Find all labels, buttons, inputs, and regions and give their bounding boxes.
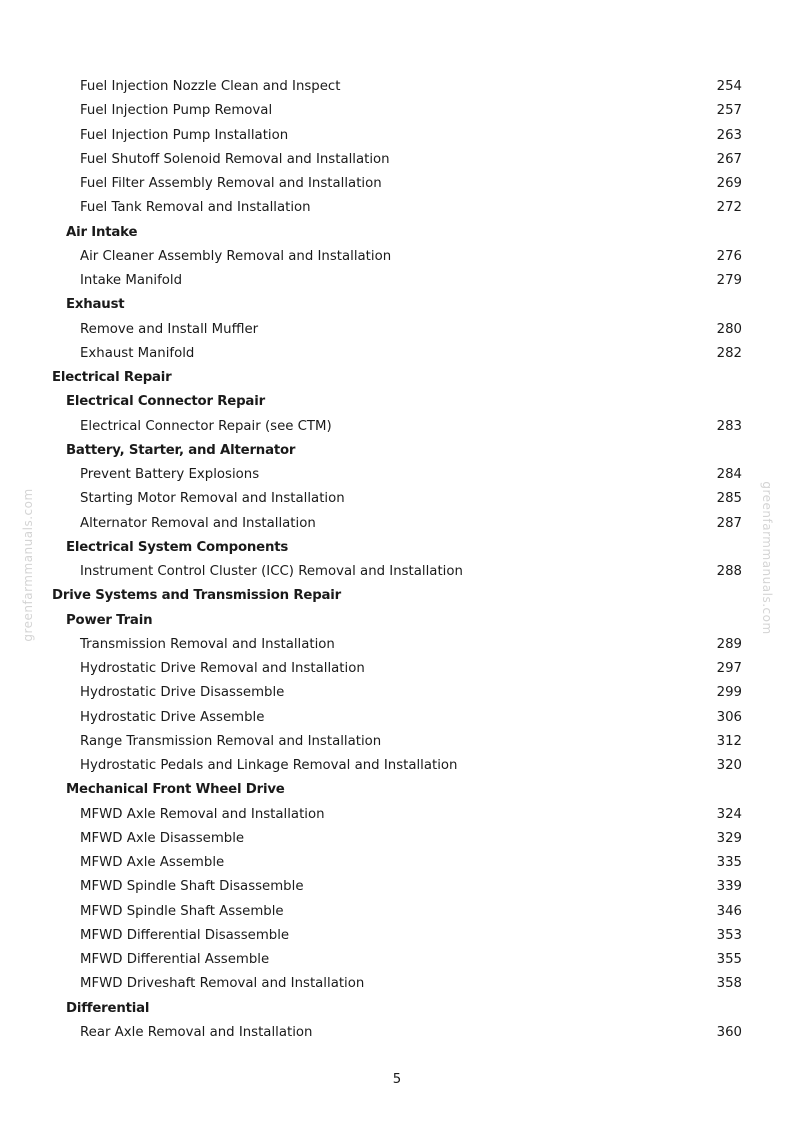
toc-entry[interactable] xyxy=(0,706,794,730)
toc-entry-page: 279 xyxy=(716,273,742,288)
toc-section xyxy=(0,221,794,245)
toc-entry-title: Fuel Injection Pump Installation xyxy=(80,127,289,143)
toc-entry-page: 289 xyxy=(716,636,742,652)
toc-entry-page: 283 xyxy=(716,418,742,434)
toc-entry-title: Hydrostatic Drive Assemble xyxy=(80,709,265,725)
toc-entry-title: Remove and Install Muffler xyxy=(80,321,259,337)
toc-entry[interactable] xyxy=(0,148,794,172)
toc-entry-title: Fuel Tank Removal and Installation xyxy=(80,200,311,216)
toc-entry-page: 272 xyxy=(716,200,742,216)
toc-entry-page: 280 xyxy=(716,321,742,337)
toc-entry-title: Electrical Connector Repair xyxy=(66,394,265,410)
toc-entry-page: 267 xyxy=(716,151,742,167)
toc-entry-page: 306 xyxy=(716,709,742,725)
toc-entry[interactable] xyxy=(0,1021,794,1045)
toc-entry-page: 335 xyxy=(716,855,742,870)
toc-entry-page: 284 xyxy=(716,467,742,482)
toc-entry-title: Power Train xyxy=(66,612,153,628)
toc-entry-title: Hydrostatic Drive Removal and Installation xyxy=(80,661,365,676)
toc-entry[interactable] xyxy=(0,633,794,657)
toc-entry-title: MFWD Differential Disassemble xyxy=(80,927,290,943)
toc-entry-page: 276 xyxy=(716,248,742,264)
toc-entry-title: MFWD Differential Assemble xyxy=(80,952,270,967)
toc-entry-page: 358 xyxy=(716,976,742,992)
toc-entry[interactable] xyxy=(0,972,794,996)
toc-section xyxy=(0,778,794,802)
toc-entry-title: Rear Axle Removal and Installation xyxy=(80,1024,313,1040)
toc-entry-title: Fuel Shutoff Solenoid Removal and Installation xyxy=(80,151,390,167)
toc-entry-title: Transmission Removal and Installation xyxy=(80,636,335,652)
toc-entry[interactable] xyxy=(0,342,794,366)
toc-entry[interactable] xyxy=(0,196,794,220)
toc-entry-title: Drive Systems and Transmission Repair xyxy=(52,588,342,604)
toc-entry-title: Alternator Removal and Installation xyxy=(80,515,316,531)
toc-chapter xyxy=(0,584,794,608)
toc-entry-page: 329 xyxy=(716,830,742,846)
toc-entry-page: 353 xyxy=(716,927,742,943)
toc-entry-title: Exhaust Manifold xyxy=(80,345,195,361)
toc-entry-title: Electrical System Components xyxy=(66,539,289,555)
toc-entry-title: MFWD Axle Removal and Installation xyxy=(80,806,325,822)
toc-entry[interactable] xyxy=(0,900,794,924)
toc-entry-page: 263 xyxy=(716,127,742,143)
toc-entry[interactable] xyxy=(0,948,794,972)
toc-entry[interactable] xyxy=(0,754,794,778)
toc-entry[interactable] xyxy=(0,512,794,536)
toc-entry-title: Intake Manifold xyxy=(80,273,183,288)
toc-entry[interactable] xyxy=(0,75,794,99)
toc-entry-title: Electrical Connector Repair (see CTM) xyxy=(80,418,332,434)
toc-entry-page: 297 xyxy=(716,661,742,676)
toc-entry-title: MFWD Axle Assemble xyxy=(80,855,225,870)
toc-section xyxy=(0,439,794,463)
toc-entry-title: Mechanical Front Wheel Drive xyxy=(66,782,285,798)
toc-entry-page: 312 xyxy=(716,733,742,749)
toc-entry-page: 287 xyxy=(716,515,742,531)
toc-entry-title: Air Cleaner Assembly Removal and Installation xyxy=(80,248,392,264)
toc-entry-page: 282 xyxy=(716,345,742,361)
toc-entry[interactable] xyxy=(0,803,794,827)
toc-entry-title: Fuel Filter Assembly Removal and Installation xyxy=(80,176,382,191)
watermark-left: greenfarmmanuals.com xyxy=(21,488,35,642)
toc-entry-title: Differential xyxy=(66,1000,150,1016)
toc-entry-page: 288 xyxy=(716,564,742,579)
toc-entry-page: 346 xyxy=(716,903,742,919)
toc-entry-title: Electrical Repair xyxy=(52,370,172,385)
toc-entry[interactable] xyxy=(0,415,794,439)
toc-section xyxy=(0,293,794,317)
toc-section xyxy=(0,536,794,560)
toc-entry[interactable] xyxy=(0,924,794,948)
toc-entry-page: 355 xyxy=(716,952,742,967)
toc-entry-page: 339 xyxy=(716,879,742,895)
toc-entry[interactable] xyxy=(0,245,794,269)
toc-entry-title: MFWD Spindle Shaft Disassemble xyxy=(80,879,304,895)
toc-entry-page: 324 xyxy=(716,806,742,822)
toc-entry[interactable] xyxy=(0,657,794,681)
toc-entry-title: Instrument Control Cluster (ICC) Removal and Installation xyxy=(80,564,463,579)
toc-entry-page: 254 xyxy=(716,79,742,94)
toc-entry-title: Battery, Starter, and Alternator xyxy=(66,442,296,458)
toc-entry-title: Prevent Battery Explosions xyxy=(80,467,260,482)
toc-entry[interactable] xyxy=(0,172,794,196)
toc-entry[interactable] xyxy=(0,875,794,899)
toc-entry-title: Hydrostatic Pedals and Linkage Removal and Installation xyxy=(80,758,458,773)
toc-entry-title: Starting Motor Removal and Installation xyxy=(80,491,345,507)
toc-entry[interactable] xyxy=(0,269,794,293)
toc-entry-title: MFWD Driveshaft Removal and Installation xyxy=(80,976,365,992)
toc-entry[interactable] xyxy=(0,318,794,342)
toc-entry-page: 257 xyxy=(716,103,742,119)
toc-entry-title: Fuel Injection Pump Removal xyxy=(80,103,273,119)
toc-entry[interactable] xyxy=(0,99,794,123)
toc-chapter xyxy=(0,366,794,390)
toc-entry[interactable] xyxy=(0,487,794,511)
toc-entry-title: MFWD Axle Disassemble xyxy=(80,830,245,846)
toc-entry-page: 360 xyxy=(716,1024,742,1040)
toc-entry-page: 285 xyxy=(716,491,742,507)
toc-entry[interactable] xyxy=(0,827,794,851)
toc-entry[interactable] xyxy=(0,463,794,487)
toc-section xyxy=(0,609,794,633)
toc-entry-title: MFWD Spindle Shaft Assemble xyxy=(80,903,284,919)
toc-entry[interactable] xyxy=(0,851,794,875)
toc-entry-page: 320 xyxy=(716,758,742,773)
toc-entry-page: 269 xyxy=(716,176,742,191)
toc-entry-title: Air Intake xyxy=(66,224,138,240)
watermark-right: greenfarmmanuals.com xyxy=(760,481,774,635)
toc-entry-title: Hydrostatic Drive Disassemble xyxy=(80,685,285,701)
table-of-contents xyxy=(0,75,794,1045)
toc-entry[interactable] xyxy=(0,560,794,584)
toc-entry[interactable] xyxy=(0,681,794,705)
toc-entry-title: Fuel Injection Nozzle Clean and Inspect xyxy=(80,79,341,94)
toc-entry[interactable] xyxy=(0,124,794,148)
toc-section xyxy=(0,997,794,1021)
toc-entry[interactable] xyxy=(0,730,794,754)
toc-entry-page: 299 xyxy=(716,685,742,701)
toc-entry-title: Exhaust xyxy=(66,297,125,313)
toc-section xyxy=(0,390,794,414)
toc-entry-title: Range Transmission Removal and Installation xyxy=(80,733,382,749)
page-number: 5 xyxy=(392,1072,402,1087)
